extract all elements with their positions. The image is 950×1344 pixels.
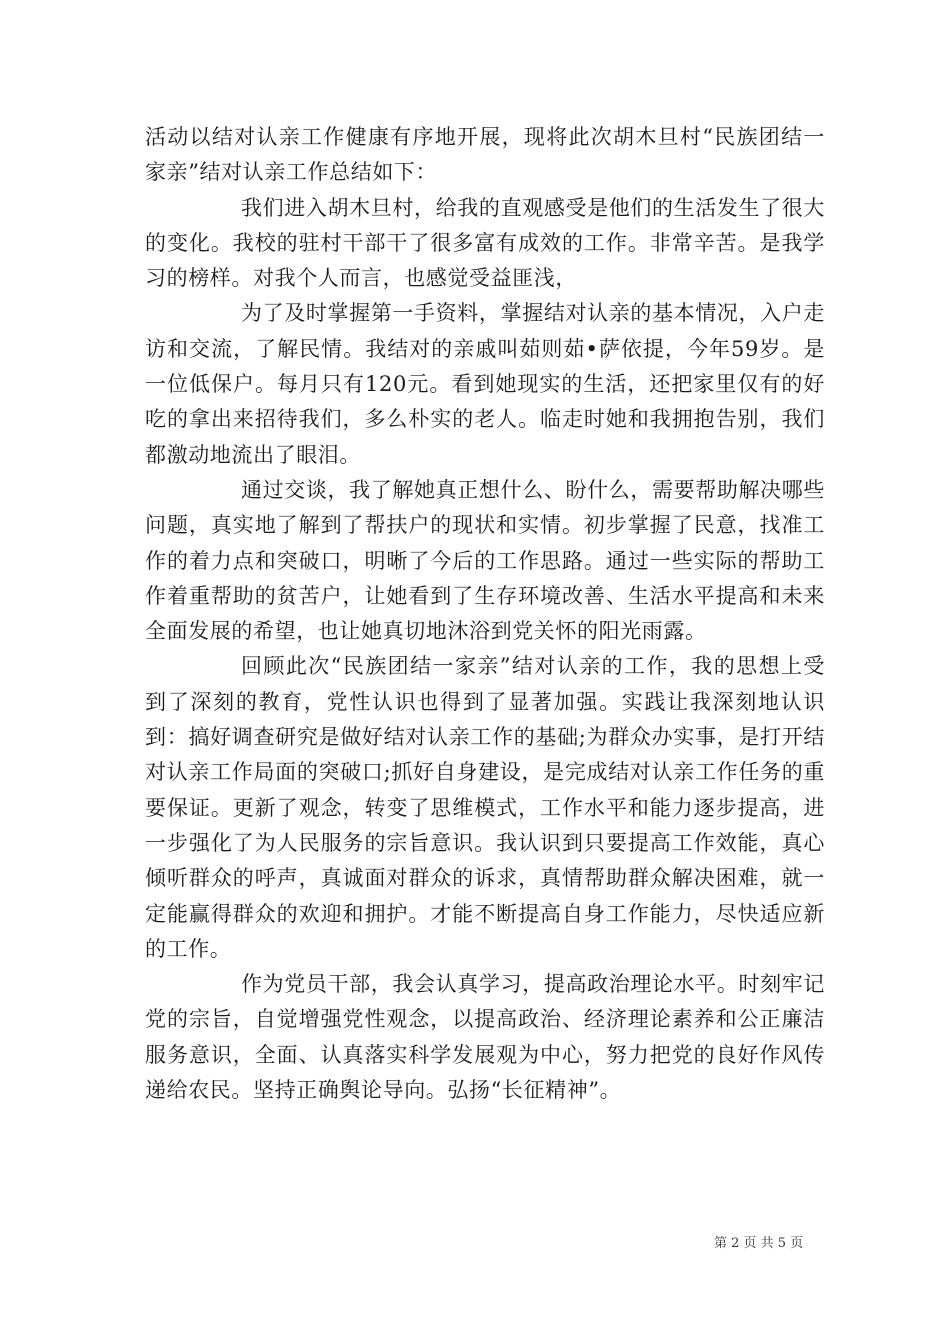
paragraph-commitment: 作为党员干部，我会认真学习，提高政治理论水平。时刻牢记党的宗旨，自觉增强党性观念，以提高政治、经济理论素养和公正廉洁服务意识，全面、认真落实科学发展观为中心，努力把党的良好作风传递给农民。坚持正确舆论导向。弘扬“长征精神”。 (145, 972, 825, 1103)
paragraph-conversation: 通过交谈，我了解她真正想什么、盼什么，需要帮助解决哪些问题，真实地了解到了帮扶户的现状和实情。初步掌握了民意，找准工作的着力点和突破口，明晰了今后的工作思路。通过一些实际的帮助工作着重帮助的贫苦户，让她看到了生存环境改善、生活水平提高和未来全面发展的希望，也让她真切地沐浴到党关怀的阳光雨露。 (145, 477, 825, 644)
paragraph-continuation: 活动以结对认亲工作健康有序地开展，现将此次胡木旦村“民族团结一家亲”结对认亲工作总结如下： (145, 125, 825, 185)
paragraph-review: 回顾此次“民族团结一家亲”结对认亲的工作，我的思想上受到了深刻的教育，党性认识也得到了显著加强。实践让我深刻地认识到：搞好调查研究是做好结对认亲工作的基础;为群众办实事，是打开结对认亲工作局面的突破口;抓好自身建设，是完成结对认亲工作任务的重要保证。更新了观念，转变了思维模式，工作水平和能力逐步提高，进一步强化了为人民服务的宗旨意识。我认识到只要提高工作效能，真心倾听群众的呼声，真诚面对群众的诉求，真情帮助群众解决困难，就一定能赢得群众的欢迎和拥护。才能不断提高自身工作能力，尽快适应新的工作。 (145, 654, 825, 961)
page-number-footer: 第 2 页 共 5 页 (714, 1236, 804, 1251)
paragraph-home-visit: 为了及时掌握第一手资料，掌握结对认亲的基本情况，入户走访和交流，了解民情。我结对的亲戚叫茹则茹•萨依提，今年59岁。是一位低保户。每月只有120元。看到她现实的生活，还把家里仅有的好吃的拿出来招待我们，多么朴实的老人。临走时她和我拥抱告别，我们都激动地流出了眼泪。 (145, 301, 825, 467)
document-body (145, 120, 825, 1108)
paragraph-first-impression: 我们进入胡木旦村，给我的直观感受是他们的生活发生了很大的变化。我校的驻村干部干了很多富有成效的工作。非常辛苦。是我学习的榜样。对我个人而言，也感觉受益匪浅， (145, 195, 825, 291)
